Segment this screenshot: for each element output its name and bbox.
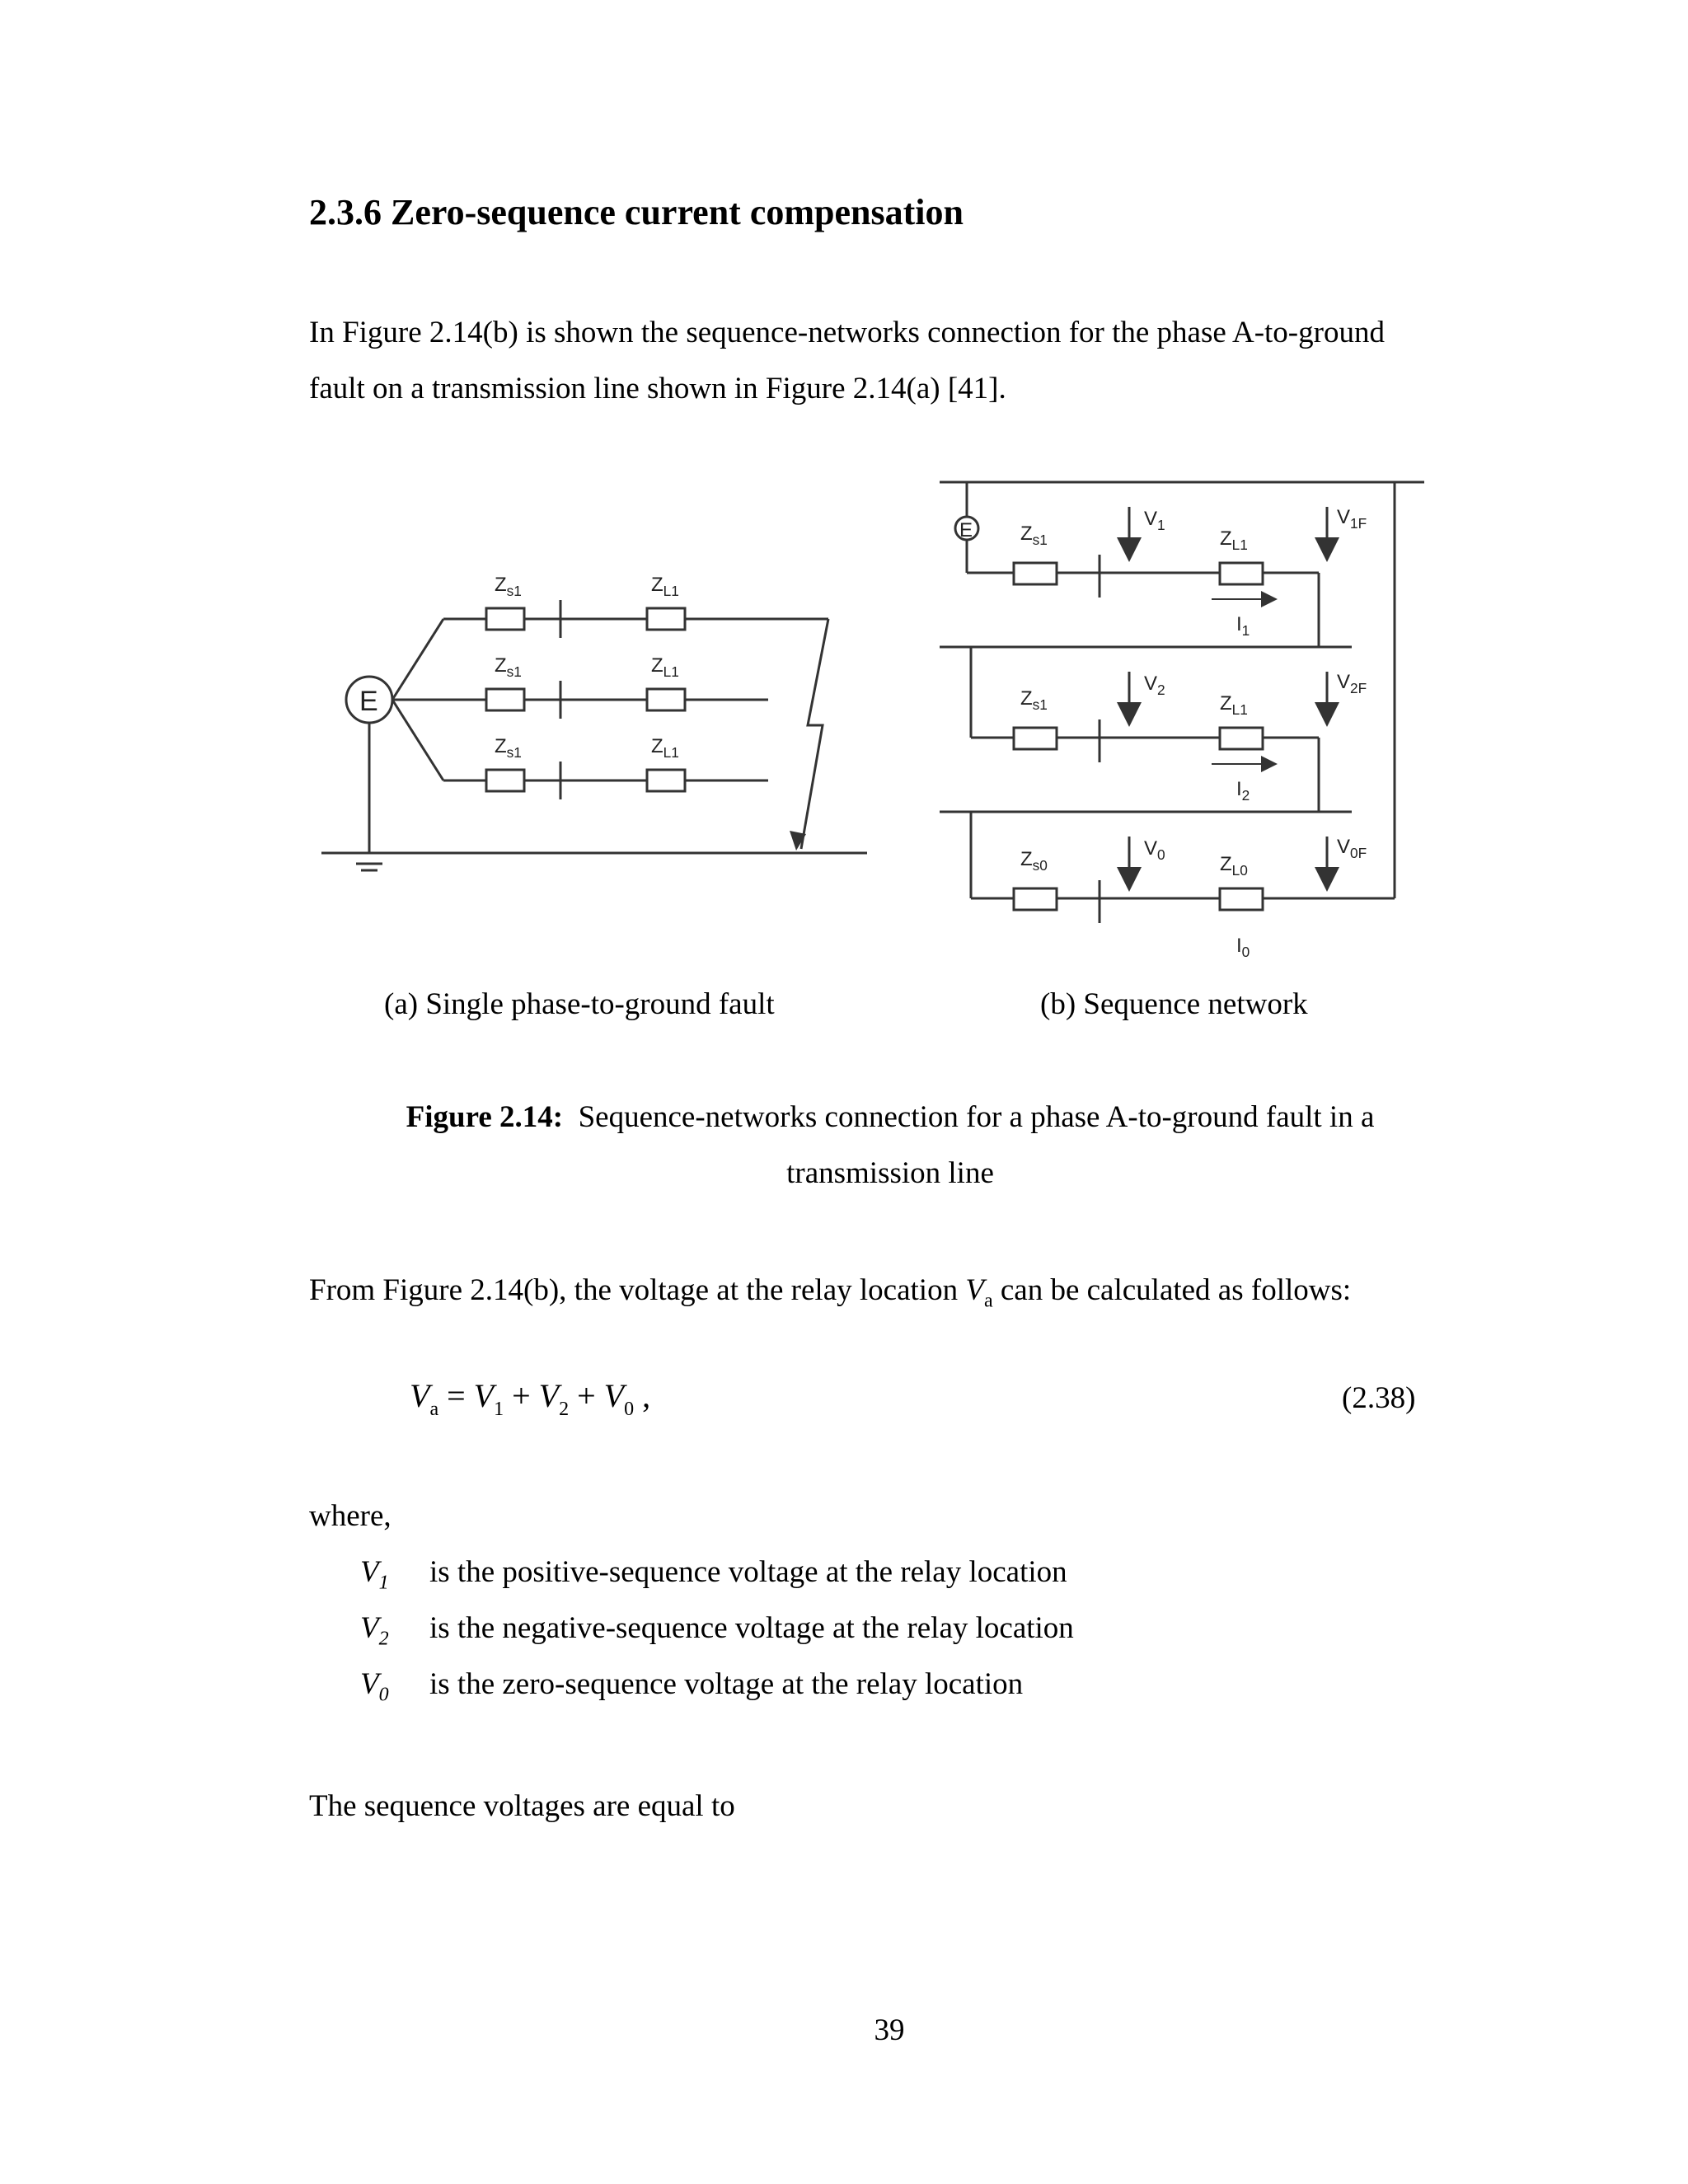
figure-a-diagram — [313, 462, 882, 874]
label-zs1-phase-3: $Z_{s1}$ — [495, 735, 522, 761]
where-label: where, — [309, 1499, 392, 1533]
definition-v1: $V_1$ is the positive-sequence voltage at the relay location — [360, 1555, 1067, 1594]
from-paragraph — [309, 1263, 1479, 1329]
figure-caption-label: Figure 2.14: — [406, 1100, 564, 1134]
row1-zs-label: $Z_{s1}$ — [1020, 523, 1048, 548]
row2-zl-box — [1220, 728, 1263, 749]
row3-i-label: $I_0$ — [1236, 935, 1250, 960]
row2-i-label: $I_2$ — [1236, 778, 1250, 804]
intro-line-2: fault on a transmission line shown in Figure 2.14(a) [41]. — [309, 372, 1006, 405]
figure-caption-line-2: transmission line — [786, 1156, 994, 1190]
caption-b: (b) Sequence network — [1040, 987, 1308, 1021]
intro-paragraph — [309, 305, 1479, 417]
row1-v-label: $V_1$ — [1144, 508, 1165, 533]
from-text-post: can be calculated as follows: — [992, 1273, 1352, 1307]
row2-zs-label: $Z_{s1}$ — [1020, 687, 1048, 713]
row2-zl-label: $Z_{L1}$ — [1220, 692, 1248, 718]
label-zs1-phase-2: $Z_{s1}$ — [495, 654, 522, 680]
row1-source-label: E — [959, 519, 973, 541]
row3-vf-label: $V_{0F}$ — [1337, 836, 1367, 861]
row3-zs-label: $Z_{s0}$ — [1020, 848, 1048, 874]
row1-zl-box — [1220, 563, 1263, 584]
equation-number: (2.38) — [1342, 1381, 1416, 1415]
zs1-box-phase-3 — [486, 770, 524, 791]
row3-v-label: $V_0$ — [1144, 837, 1165, 863]
row2-zs-box — [1014, 728, 1057, 749]
equation-2-38: $V_a = V_1 + V_2 + V_0$ , — [410, 1377, 651, 1420]
figure-caption-line-1 — [309, 1090, 1471, 1146]
row1-vf-label: $V_{1F}$ — [1337, 506, 1367, 532]
zl1-box-phase-2 — [647, 689, 685, 710]
row1-zl-label: $Z_{L1}$ — [1220, 527, 1248, 553]
figure-caption — [309, 1090, 1471, 1202]
source-label: E — [359, 686, 378, 717]
zl1-box-phase-1 — [647, 608, 685, 630]
row3-zs-box — [1014, 888, 1057, 910]
row1-i-label: $I_1$ — [1236, 613, 1250, 639]
row1-zs-box — [1014, 563, 1057, 584]
figure-b-diagram — [931, 474, 1442, 977]
row3-zl-label: $Z_{L0}$ — [1220, 853, 1248, 879]
zs1-box-phase-1 — [486, 608, 524, 630]
from-var-sub: a — [983, 1290, 993, 1312]
section-heading: 2.3.6 Zero-sequence current compensation — [309, 192, 964, 232]
caption-a: (a) Single phase-to-ground fault — [384, 987, 775, 1021]
row2-vf-label: $V_{2F}$ — [1337, 671, 1367, 696]
from-text-pre: From Figure 2.14(b), the voltage at the relay location — [309, 1273, 966, 1307]
zl1-box-phase-3 — [647, 770, 685, 791]
label-zl1-phase-3: $Z_{L1}$ — [651, 735, 679, 761]
row3-zl-box — [1220, 888, 1263, 910]
row2-v-label: $V_2$ — [1144, 673, 1165, 698]
intro-line-1: In Figure 2.14(b) is shown the sequence-networks connection for the phase A-to-ground — [309, 316, 1385, 349]
label-zs1-phase-1: $Z_{s1}$ — [495, 574, 522, 599]
label-zl1-phase-1: $Z_{L1}$ — [651, 574, 679, 599]
outro-paragraph: The sequence voltages are equal to — [309, 1789, 735, 1823]
from-var: V — [965, 1273, 984, 1307]
fault-bolt — [801, 619, 828, 849]
definition-v0: $V_0$ is the zero-sequence voltage at the relay location — [360, 1667, 1024, 1706]
label-zl1-phase-2: $Z_{L1}$ — [651, 654, 679, 680]
page-number: 39 — [874, 2013, 905, 2047]
figure-caption-text-1: Sequence-networks connection for a phase A-to-ground fault in a — [578, 1100, 1375, 1134]
definition-v2: $V_2$ is the negative-sequence voltage at the relay location — [360, 1611, 1074, 1650]
zs1-box-phase-2 — [486, 689, 524, 710]
